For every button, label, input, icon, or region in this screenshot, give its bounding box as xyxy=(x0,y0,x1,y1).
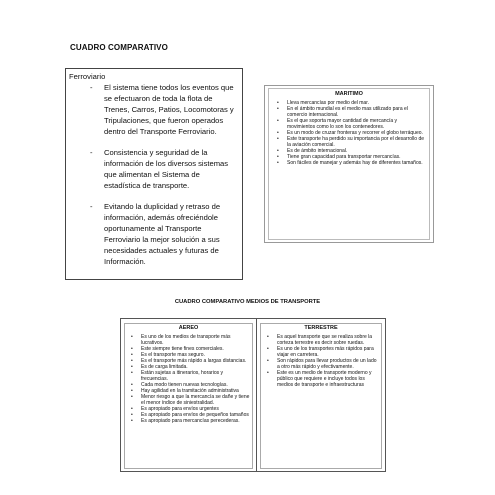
document-title: CUADRO COMPARATIVO xyxy=(70,43,168,52)
list-item: • Es el que soporta mayor cantidad de mercancía y movimientos como lo son los contenedores. xyxy=(273,118,425,130)
list-item: • Tiene gran capacidad para transportar mercancías. xyxy=(273,154,425,160)
list-item: • Hay agilidad en la tramitación administrativa xyxy=(127,388,250,394)
terrestre-column xyxy=(257,319,385,471)
aereo-list xyxy=(127,334,250,424)
list-item: • Este es un medio de transporte moderno y público que requiere e incluye todos los medios de transporte e infraestructuras xyxy=(263,370,379,388)
list-item: • Es el transporte más rápido a largas distancias. xyxy=(127,358,250,364)
list-item: • Son rápidos para llevar productos de un lado a otro más rápido y efectivamente. xyxy=(263,358,379,370)
list-item: • Es apropiado para mercancías perecederas. xyxy=(127,418,250,424)
list-item: • Son fáciles de manejar y además hay de diferentes tamaños. xyxy=(273,160,425,166)
list-item: • Están sujetas a itinerarios, horarios y frecuencias. xyxy=(127,370,250,382)
maritimo-inner-frame xyxy=(268,88,430,240)
list-item: • Es apropiado para envíos de pequeños tamaños xyxy=(127,412,250,418)
list-item: • Es el transporte mas seguro. xyxy=(127,352,250,358)
list-item: - Consistencia y seguridad de la información de los diversos sistemas que alimentan el Sistema de estadística de transporte. xyxy=(70,147,238,191)
list-item: • Este transporte ha perdido su importancia por el desarrollo de la aviación comercial. xyxy=(273,136,425,148)
list-item: • Es uno de los medios de transporte más lucrativos. xyxy=(127,334,250,346)
ferroviario-box xyxy=(65,68,243,280)
aereo-column xyxy=(121,319,257,471)
list-item: - El sistema tiene todos los eventos que se efectuaron de toda la flota de Trenes, Carros, Patios, Locomotoras y Tripulaciones, que fueron operados dentro del Transporte Ferroviario. xyxy=(70,82,238,137)
list-item: • Es uno de los transportes más rápidos para viajar en carretera. xyxy=(263,346,379,358)
comparison-table-title: CUADRO COMPARATIVO MEDIOS DE TRANSPORTE xyxy=(174,299,321,305)
list-item: • Este siempre tiene fines comerciales. xyxy=(127,346,250,352)
list-item: • Es apropiado para envíos urgentes xyxy=(127,406,250,412)
maritimo-list xyxy=(273,100,425,166)
terrestre-inner-frame xyxy=(260,323,382,469)
ferroviario-list xyxy=(70,82,238,267)
list-item: • En el ámbito mundial es el medio mas utilizado para el comercio internacional. xyxy=(273,106,425,118)
aereo-inner-frame xyxy=(124,323,253,469)
terrestre-heading: TERRESTRE xyxy=(304,325,338,331)
list-item: • Lleva mercancías por medio del mar. xyxy=(273,100,425,106)
list-item: • Es aquel transporte que se realiza sobre la corteza terrestre es decir sobre ruedas. xyxy=(263,334,379,346)
ferroviario-heading: Ferroviario xyxy=(69,72,106,81)
list-item: • Es de carga limitada. xyxy=(127,364,250,370)
list-item: • Cada modo tienen nuevas tecnologías. xyxy=(127,382,250,388)
list-item: - Evitando la duplicidad y retraso de información, además ofreciéndole oportunamente al Transporte Ferroviario la mejor solución a sus necesidades actuales y futuras de Información. xyxy=(70,201,238,267)
terrestre-list xyxy=(263,334,379,388)
maritimo-heading: MARITIMO xyxy=(335,91,363,97)
aereo-heading: AEREO xyxy=(178,325,199,331)
list-item: • Es de ámbito internacional. xyxy=(273,148,425,154)
comparison-table xyxy=(120,318,386,472)
list-item: • Menor riesgo a que la mercancía se dañe y tiene el menor índice de siniestralidad. xyxy=(127,394,250,406)
maritimo-box xyxy=(264,85,434,243)
list-item: • Es un modo de cruzar fronteras y recorrer el globo terráqueo. xyxy=(273,130,425,136)
